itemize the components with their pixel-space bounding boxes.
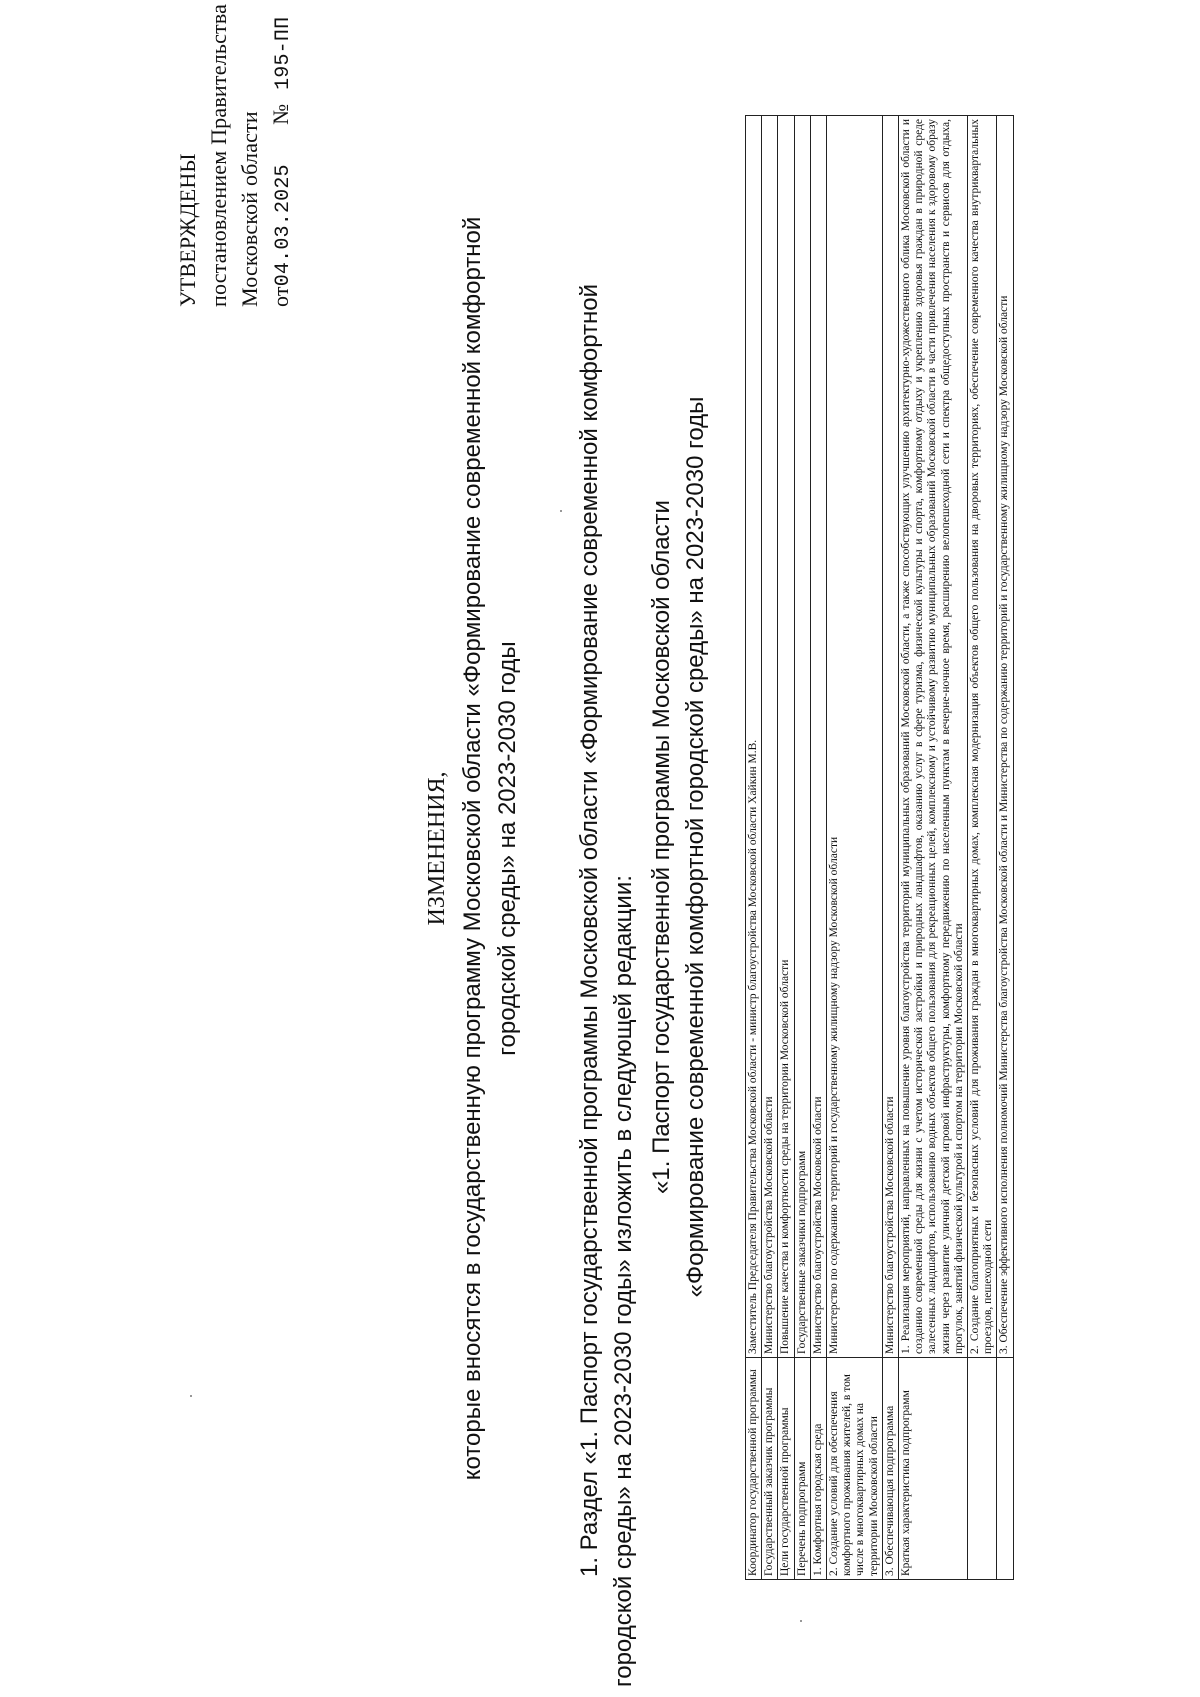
approval-stamp — [172, 3, 299, 307]
row-value: Повышение качества и комфортности среды на территории Московской области — [778, 116, 794, 1358]
table-row — [778, 116, 794, 1580]
row-label: 3. Обеспечивающая подпрограмма — [882, 1358, 898, 1580]
row-label: Цели государственной программы — [778, 1358, 794, 1580]
row-value: Министерство по содержанию территорий и государственному жилищному надзору Московской области — [827, 116, 883, 1358]
row-label: Краткая характеристика подпрограмм — [899, 1358, 968, 1580]
row-value: 2. Создание благоприятных и безопасных условий для проживания граждан в многоквартирных домах, комплексная модернизация объектов общего пользования на дворовых территориях, обеспечение современного качества внутриквартальных проездов, пешеходной сети — [968, 116, 997, 1358]
date-prefix: от — [268, 286, 293, 307]
heading-line-2: городской среды» на 2023-2030 годы — [494, 641, 521, 1056]
table-row — [810, 116, 826, 1580]
row-label: Государственный заказчик программы — [762, 1358, 778, 1580]
row-value: 3. Обеспечение эффективного исполнения полномочий Министерства благоустройства Московской области и Министерства по содержанию территорий и государственному жилищному надзору Московской области — [997, 116, 1013, 1358]
table-row — [746, 116, 762, 1580]
passport-subtitle-2: «Формирование современной комфортной городской среды» на 2023-2030 годы — [682, 396, 709, 1298]
approval-date-line — [265, 7, 299, 307]
section-intro — [573, 87, 713, 1687]
section-intro-line-1: 1. Раздел «1. Паспорт государственной программы Московской области «Формирование современной комфортной — [576, 283, 603, 1577]
row-value: Министерство благоустройства Московской области — [882, 116, 898, 1358]
row-value: 1. Реализация мероприятий, направленных на повышение уровня благоустройства территорий муниципальных образований Московской области, а также способствующих улучшению архитектурно-художественного облика Московской области и созданию современной среды для жизни с учетом исторической застройки и природных ландшафтов, оказанию услуг в сфере туризма, физической культуры и спорта, комфортному отдыху и укреплению здоровья граждан в природной среде залесенных ландшафтов, использованию водных объектов общего пользования для рекреационных целей, комплексному и устойчивому развитию муниципальных образований Московской области в части привлечения населения к здоровому образу жизни через развитие уличной детской игровой инфраструктуры, комфортному передвижению по населенным пунктам в вечерне-ночное время, расширению велопешеходной сети и спектра общедоступных пространств и сервисов для отдыха, прогулок, занятий физической культурой и спортом на территории Московской области — [899, 116, 968, 1358]
scan-speck — [800, 1620, 802, 1622]
section-intro-line-2: городской среды» на 2023-2030 годы» изложить в следующей редакции: — [610, 875, 637, 1687]
approval-line-region: Московской области — [237, 111, 262, 307]
row-label — [968, 1358, 997, 1580]
table-row — [827, 116, 883, 1580]
approval-title: УТВЕРЖДЕНЫ — [175, 153, 200, 307]
approval-date: 04.03.2025 — [272, 164, 295, 287]
number-sign: № — [268, 103, 293, 125]
passport-table — [745, 115, 1014, 1580]
approval-number: 195-ПП — [272, 16, 295, 90]
row-value: Государственные заказчики подпрограмм — [794, 116, 810, 1358]
row-value: Министерство благоустройства Московской области — [762, 116, 778, 1358]
table-row — [794, 116, 810, 1580]
passport-subtitle-1: «1. Паспорт государственной программы Московской области — [648, 500, 675, 1194]
document-heading — [420, 0, 525, 1697]
row-label — [997, 1358, 1013, 1580]
table-row — [762, 116, 778, 1580]
table-row — [997, 116, 1013, 1580]
page-title: ИЗМЕНЕНИЯ, — [424, 771, 450, 926]
row-label: 1. Комфортная городская среда — [810, 1358, 826, 1580]
table-row — [968, 116, 997, 1580]
row-label: Координатор государственной программы — [746, 1358, 762, 1580]
table-row — [899, 116, 968, 1580]
row-label: 2. Создание условий для обеспечения комфортного проживания жителей, в том числе в многоквартирных домах на территории Московской области — [827, 1358, 883, 1580]
heading-line-1: которые вносятся в государственную программу Московской области «Формирование современной комфортной — [459, 216, 486, 1481]
row-value: Заместитель Председателя Правительства Московской области - министр благоустройства Московской области Хайкин М.В. — [746, 116, 762, 1358]
row-value: Министерство благоустройства Московской области — [810, 116, 826, 1358]
approval-line-government: постановлением Правительства — [206, 3, 231, 307]
scan-speck — [560, 510, 562, 512]
row-label: Перечень подпрограмм — [794, 1358, 810, 1580]
table-row — [882, 116, 898, 1580]
scan-speck — [190, 1395, 192, 1397]
